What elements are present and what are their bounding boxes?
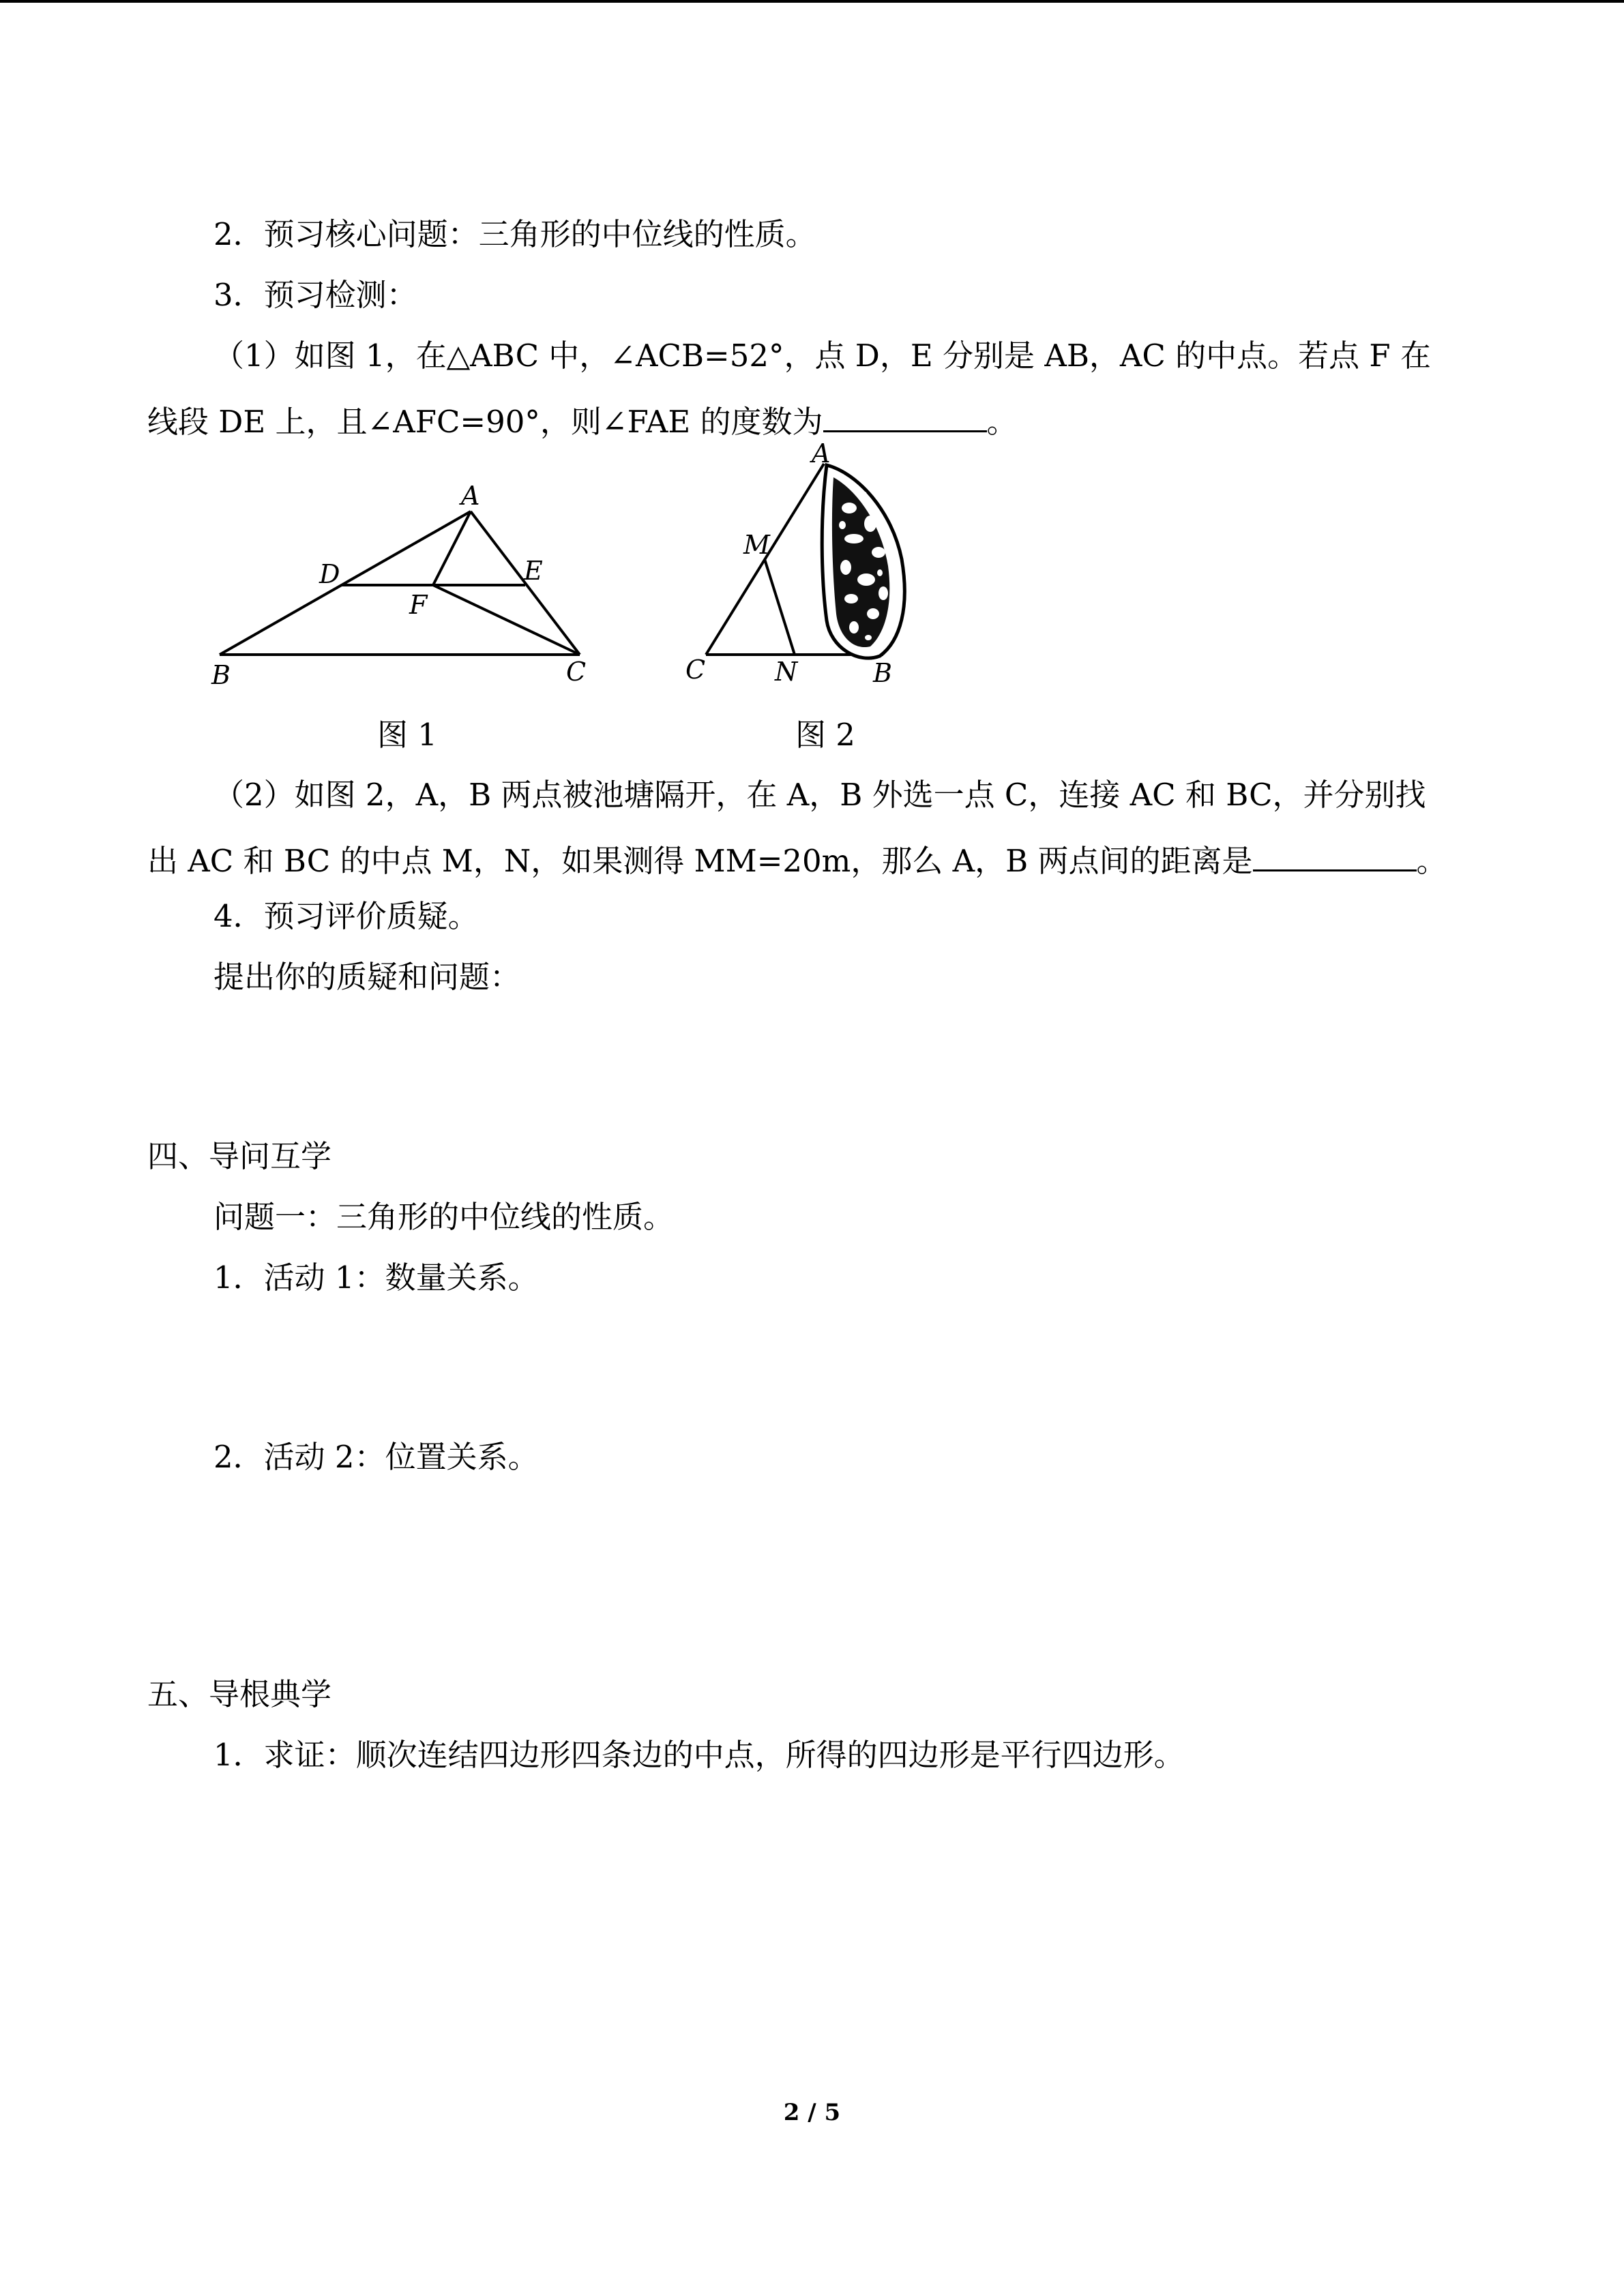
answer-blank-2[interactable] <box>1253 835 1417 871</box>
question-1-line-1: （1）如图 1，在△ABC 中，∠ACB=52°，点 D，E 分别是 AB，AC 的中点。若点 F 在 <box>213 338 1431 374</box>
activity-2: 2．活动 2：位置关系。 <box>213 1439 539 1475</box>
figure-1-triangle <box>205 477 614 696</box>
top-border <box>0 0 1624 3</box>
question-2-text: 出 AC 和 BC 的中点 M，N，如果测得 MM=20m，那么 A，B 两点间的距离是 <box>147 843 1253 879</box>
label-c: C <box>685 655 706 685</box>
page-number: 2 / 5 <box>783 2099 841 2126</box>
label-a: A <box>461 481 480 511</box>
evaluation-prompt: 提出你的质疑和问题： <box>213 959 521 995</box>
question-2-line-2 <box>147 835 1447 882</box>
section-4-heading: 四、导问互学 <box>147 1138 332 1174</box>
label-n: N <box>775 657 798 687</box>
question-one: 问题一：三角形的中位线的性质。 <box>213 1199 675 1235</box>
question-1-line-2 <box>147 396 1018 443</box>
label-c: C <box>566 657 587 687</box>
evaluation-heading: 4．预习评价质疑。 <box>213 898 479 934</box>
segment-fc <box>433 585 580 655</box>
segment-mn <box>765 559 795 655</box>
section-5-heading: 五、导根典学 <box>147 1676 332 1712</box>
activity-1: 1．活动 1：数量关系。 <box>213 1259 539 1296</box>
question-2-end: 。 <box>1416 843 1447 879</box>
label-f: F <box>409 590 428 620</box>
pond-shape <box>822 465 904 658</box>
question-1-text: 线段 DE 上，且∠AFC=90°，则∠FAE 的度数为 <box>147 404 823 440</box>
figure-1-caption: 图 1 <box>377 717 437 753</box>
label-b: B <box>873 658 892 688</box>
proof-item-1: 1．求证：顺次连结四边形四条边的中点，所得的四边形是平行四边形。 <box>213 1737 1185 1773</box>
test-heading: 3．预习检测： <box>213 277 417 313</box>
label-e: E <box>524 556 543 586</box>
question-2-line-1: （2）如图 2，A，B 两点被池塘隔开，在 A，B 外选一点 C，连接 AC 和 BC，并分别找 <box>213 777 1426 813</box>
answer-blank-1[interactable] <box>823 396 987 432</box>
figure-2-pond <box>675 438 928 696</box>
label-m: M <box>743 530 770 560</box>
label-b: B <box>211 660 231 690</box>
figure-2-caption: 图 2 <box>795 717 855 753</box>
question-1-end: 。 <box>986 404 1018 440</box>
core-question: 2．预习核心问题：三角形的中位线的性质。 <box>213 216 816 252</box>
label-d: D <box>319 559 340 589</box>
label-a: A <box>812 438 831 468</box>
